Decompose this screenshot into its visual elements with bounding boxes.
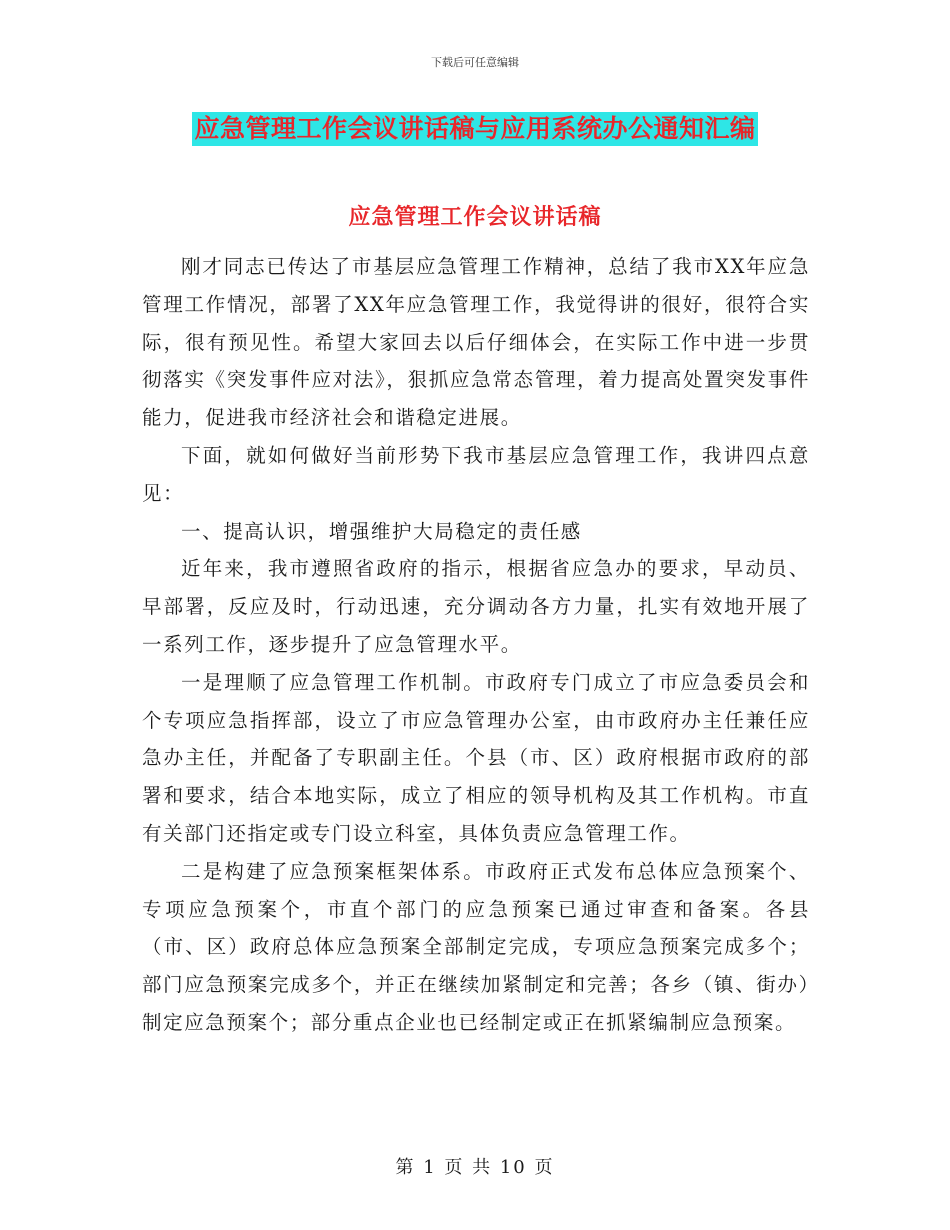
paragraph: 一是理顺了应急管理工作机制。市政府专门成立了市应急委员会和个专项应急指挥部，设立了市应急管理办公室，由市政府办主任兼任应急办主任，并配备了专职副主任。个县（市、区）政府根据市政府的部署和要求，结合本地实际，成立了相应的领导机构及其工作机构。市直有关部门还指定或专门设立科室，具体负责应急管理工作。 (142, 670, 810, 845)
document-title-container (0, 112, 950, 146)
page-header-note: 下载后可任意编辑 (431, 56, 519, 69)
page-number-footer: 第 1 页 共 10 页 (395, 1157, 555, 1178)
document-title: 应急管理工作会议讲话稿与应用系统办公通知汇编 (192, 112, 757, 146)
section-title: 应急管理工作会议讲话稿 (348, 205, 602, 230)
paragraph: 近年来，我市遵照省政府的指示，根据省应急办的要求，早动员、早部署，反应及时，行动迅速，充分调动各方力量，扎实有效地开展了一系列工作，逐步提升了应急管理水平。 (142, 557, 810, 656)
paragraph-heading: 一、提高认识，增强维护大局稳定的责任感 (181, 519, 582, 543)
document-body (142, 248, 810, 1042)
paragraph: 下面，就如何做好当前形势下我市基层应急管理工作，我讲四点意见： (142, 443, 810, 505)
paragraph: 二是构建了应急预案框架体系。市政府正式发布总体应急预案个、专项应急预案个，市直个部门的应急预案已通过审查和备案。各县（市、区）政府总体应急预案全部制定完成，专项应急预案完成多个；部门应急预案完成多个，并正在继续加紧制定和完善；各乡（镇、街办）制定应急预案个；部分重点企业也已经制定或正在抓紧编制应急预案。 (142, 859, 810, 1034)
paragraph: 刚才同志已传达了市基层应急管理工作精神，总结了我市XX年应急管理工作情况，部署了XX年应急管理工作，我觉得讲的很好，很符合实际，很有预见性。希望大家回去以后仔细体会，在实际工作中进一步贯彻落实《突发事件应对法》，狠抓应急常态管理，着力提高处置突发事件能力，促进我市经济社会和谐稳定进展。 (142, 255, 810, 430)
